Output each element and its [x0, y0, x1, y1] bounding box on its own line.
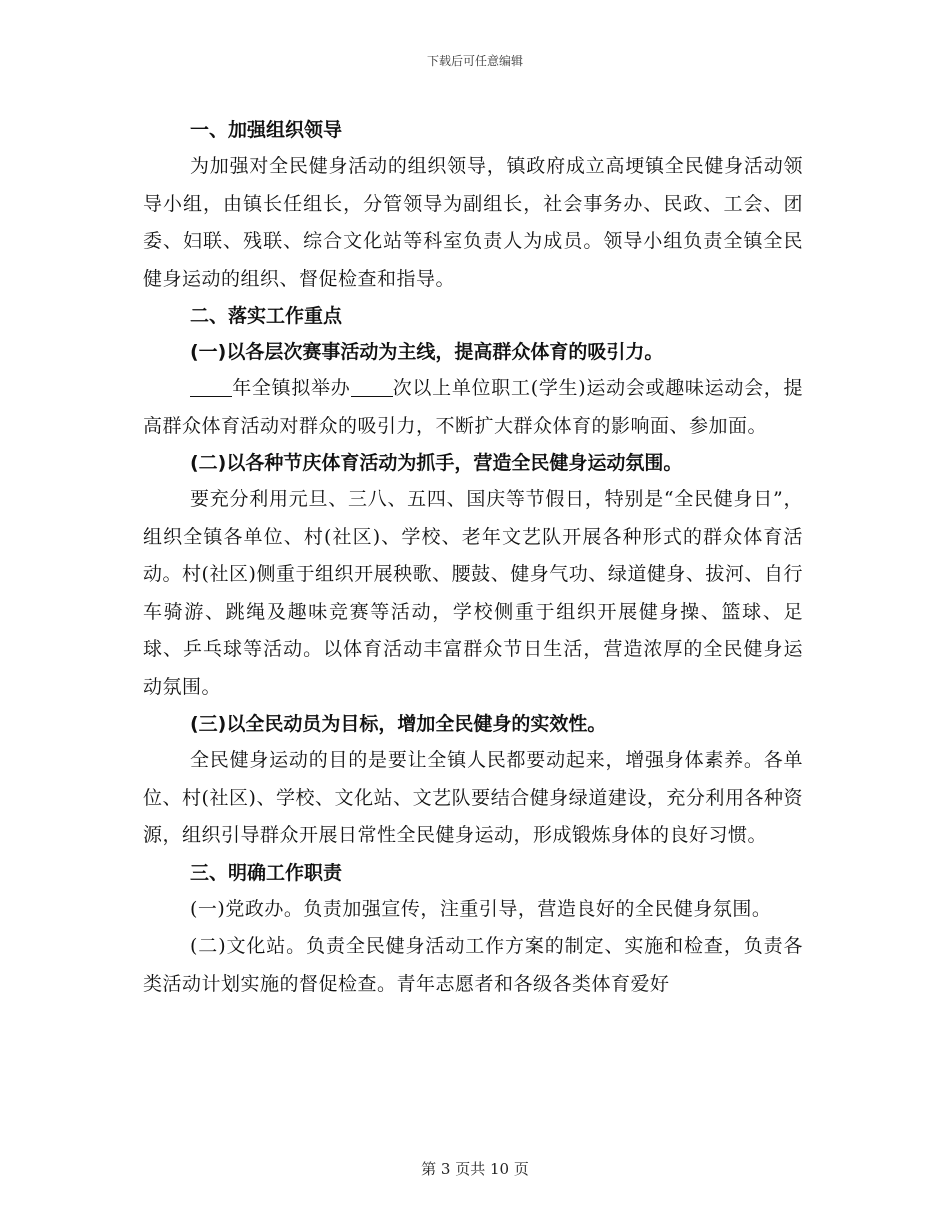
paragraph: 为加强对全民健身活动的组织领导，镇政府成立高埂镇全民健身活动领导小组，由镇长任组长，分管领导为副组长，社会事务办、民政、工会、团委、妇联、残联、综合文化站等科室负责人为成员。领导小组负责全镇全民健身运动的组织、督促检查和指导。 — [143, 155, 803, 290]
section-heading-2: 二、落实工作重点 — [190, 305, 343, 327]
page-number: 第 3 页共 10 页 — [421, 1160, 529, 1178]
fill-blank — [351, 377, 393, 397]
paragraph-text: 次以上单位职工(学生)运动会或趣味运动会，提高群众体育活动对群众的吸引力，不断扩大群众体育的影响面、参加面。 — [143, 377, 803, 437]
paragraph: 要充分利用元旦、三八、五四、国庆等节假日，特别是“全民健身日”，组织全镇各单位、村(社区)、学校、老年文艺队开展各种形式的群众体育活动。村(社区)侧重于组织开展秧歌、腰鼓、健身气功、绿道健身、拔河、自行车骑游、跳绳及趣味竞赛等活动，学校侧重于组织开展健身操、篮球、足球、乒乓球等活动。以体育活动丰富群众节日生活，营造浓厚的全民健身运动氛围。 — [143, 488, 803, 698]
page-header: 下载后可任意编辑 — [426, 54, 523, 68]
section-heading-1: 一、加强组织领导 — [190, 119, 343, 141]
paragraph: (二)文化站。负责全民健身活动工作方案的制定、实施和检查，负责各类活动计划实施的督促检查。青年志愿者和各级各类体育爱好 — [143, 935, 803, 995]
subsection-heading: (二)以各种节庆体育活动为抓手，营造全民健身运动氛围。 — [190, 452, 683, 474]
paragraph-with-blanks — [143, 370, 803, 445]
paragraph: 全民健身运动的目的是要让全镇人民都要动起来，增强身体素养。各单位、村(社区)、学校、文化站、文艺队要结合健身绿道建设，充分利用各种资源，组织引导群众开展日常性全民健身运动，形成锻炼身体的良好习惯。 — [143, 749, 803, 846]
subsection-heading: (一)以各层次赛事活动为主线，提高群众体育的吸引力。 — [190, 341, 664, 363]
document-body — [143, 112, 803, 1003]
section-heading-3: 三、明确工作职责 — [190, 861, 343, 884]
fill-blank — [190, 377, 232, 397]
paragraph: (一)党政办。负责加强宣传，注重引导，营造良好的全民健身氛围。 — [190, 897, 772, 920]
paragraph-text: 年全镇拟举办 — [232, 377, 351, 399]
subsection-heading: (三)以全民动员为目标，增加全民健身的实效性。 — [190, 713, 607, 735]
